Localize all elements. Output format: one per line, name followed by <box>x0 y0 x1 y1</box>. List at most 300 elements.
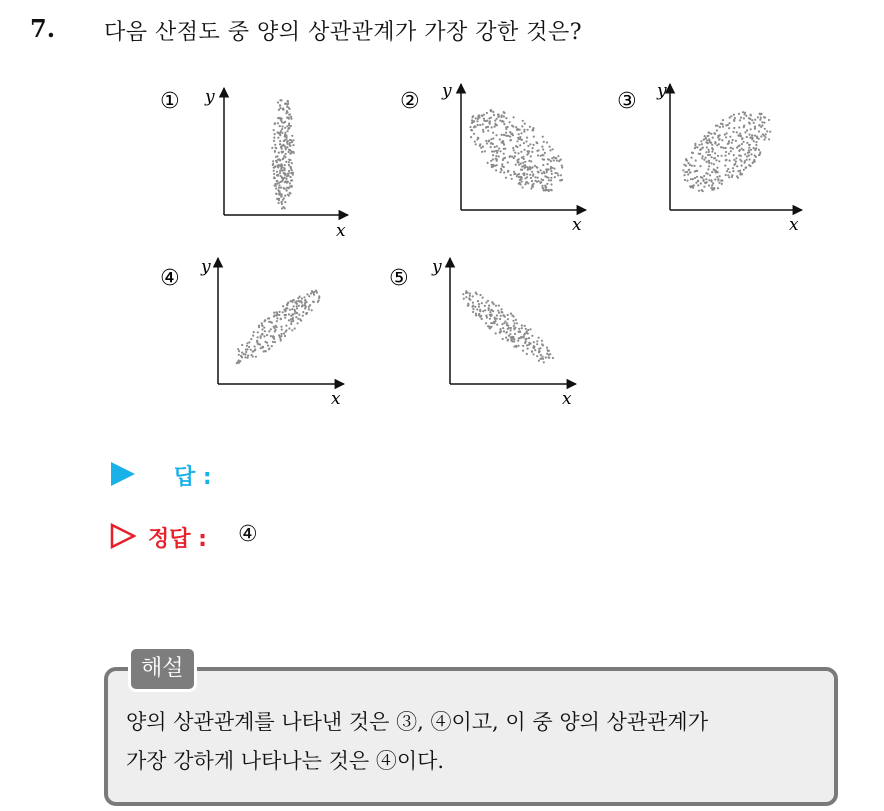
scatter-dot <box>533 183 535 185</box>
scatter-dot <box>296 307 298 309</box>
scatter-dot <box>490 138 492 140</box>
scatter-dot <box>509 156 511 158</box>
scatter-dot <box>481 302 483 304</box>
plot-3[interactable] <box>617 81 802 235</box>
y-axis-label-4: y <box>201 257 211 277</box>
scatter-dot <box>737 134 739 136</box>
scatter-dot <box>491 164 493 166</box>
scatter-dot <box>536 142 538 144</box>
scatter-dot <box>278 314 280 316</box>
scatter-dot <box>317 301 319 303</box>
scatter-dot <box>303 296 305 298</box>
scatter-dot <box>289 192 291 194</box>
scatter-dot <box>469 126 471 128</box>
scatter-dot <box>527 329 529 331</box>
scatter-dot <box>279 132 281 134</box>
scatter-dot <box>759 113 761 115</box>
scatter-dot <box>707 142 709 144</box>
scatter-dot <box>521 157 523 159</box>
scatter-dot <box>533 136 535 138</box>
scatter-dot <box>715 170 717 172</box>
scatter-dot <box>296 305 298 307</box>
scatter-dot <box>507 339 509 341</box>
scatter-dot <box>515 319 517 321</box>
scatter-dot <box>526 150 528 152</box>
scatter-dot <box>697 180 699 182</box>
scatter-dot <box>481 318 483 320</box>
scatter-dot <box>696 146 698 148</box>
explanation-line-2: 가장 강하게 나타나는 것은 ④이다. <box>126 749 445 773</box>
scatter-dot <box>717 187 719 189</box>
scatter-dot <box>465 296 467 298</box>
scatter-dot <box>724 155 726 157</box>
scatter-dot <box>738 126 740 128</box>
question-number: 7. <box>30 14 56 43</box>
scatter-dot <box>245 351 247 353</box>
scatter-dot <box>537 177 539 179</box>
scatter-dot <box>264 319 266 321</box>
scatter-dot <box>504 134 506 136</box>
scatter-dot <box>538 337 540 339</box>
scatter-dot <box>273 137 275 139</box>
dot-cluster-4 <box>236 290 321 365</box>
scatter-dot <box>495 305 497 307</box>
scatter-dot <box>491 150 493 152</box>
scatter-dot <box>523 131 525 133</box>
scatter-dot <box>748 122 750 124</box>
scatter-dot <box>281 118 283 120</box>
scatter-dot <box>524 177 526 179</box>
scatter-dot <box>472 308 474 310</box>
scatter-dot <box>469 293 471 295</box>
scatter-dot <box>492 322 494 324</box>
scatter-dot <box>488 309 490 311</box>
scatter-dot <box>499 330 501 332</box>
scatter-dot <box>274 183 276 185</box>
scatter-dot <box>716 144 718 146</box>
scatter-dot <box>559 179 561 181</box>
scatter-dot <box>285 148 287 150</box>
x-axis-label-2: x <box>572 215 582 235</box>
scatter-dot <box>745 166 747 168</box>
scatter-dot <box>490 160 492 162</box>
scatter-dot <box>238 350 240 352</box>
scatter-dot <box>495 169 497 171</box>
scatter-dot <box>739 170 741 172</box>
scatter-dot <box>506 324 508 326</box>
scatter-dot <box>514 327 516 329</box>
scatter-dot <box>272 164 274 166</box>
scatter-dot <box>706 139 708 141</box>
scatter-dot <box>736 165 738 167</box>
scatter-dot <box>292 144 294 146</box>
scatter-dot <box>496 145 498 147</box>
scatter-dot <box>744 160 746 162</box>
scatter-dot <box>479 124 481 126</box>
scatter-dot <box>492 310 494 312</box>
scatter-dot <box>281 148 283 150</box>
scatter-dot <box>264 330 266 332</box>
scatter-dot <box>252 335 254 337</box>
scatter-dot <box>719 126 721 128</box>
scatter-dot <box>753 140 755 142</box>
scatter-dot <box>515 164 517 166</box>
scatter-dot <box>524 123 526 125</box>
scatter-dot <box>746 155 748 157</box>
scatter-dot <box>721 146 723 148</box>
scatter-dot <box>283 140 285 142</box>
scatter-dot <box>741 137 743 139</box>
scatter-dot <box>498 312 500 314</box>
scatter-dot <box>274 341 276 343</box>
scatter-dot <box>722 126 724 128</box>
scatter-dot <box>274 133 276 135</box>
scatter-dot <box>286 125 288 127</box>
scatter-dot <box>533 345 535 347</box>
scatter-dot <box>285 153 287 155</box>
scatter-dot <box>291 162 293 164</box>
scatter-dot <box>296 303 298 305</box>
option-marker-3: ③ <box>617 89 637 114</box>
scatter-dot <box>725 147 727 149</box>
scatter-dot <box>505 132 507 134</box>
scatter-dot <box>285 314 287 316</box>
scatter-dot <box>299 296 301 298</box>
scatter-dot <box>286 303 288 305</box>
scatter-dot <box>286 178 288 180</box>
scatter-dot <box>241 352 243 354</box>
scatter-dot <box>495 134 497 136</box>
scatter-dot <box>725 174 727 176</box>
scatter-dot <box>528 337 530 339</box>
scatter-dot <box>704 135 706 137</box>
scatter-dot <box>506 135 508 137</box>
scatter-dot <box>524 325 526 327</box>
scatter-dot <box>482 123 484 125</box>
y-axis-label-5: y <box>432 257 442 277</box>
scatter-dot <box>288 327 290 329</box>
scatter-dot <box>498 147 500 149</box>
scatter-dot <box>312 301 314 303</box>
scatter-dot <box>294 327 296 329</box>
plot-5[interactable] <box>389 257 576 409</box>
scatter-dot <box>505 128 507 130</box>
scatter-dot <box>710 162 712 164</box>
scatter-dot <box>280 326 282 328</box>
scatter-dot <box>689 164 691 166</box>
scatter-dot <box>310 292 312 294</box>
scatter-dot <box>513 149 515 151</box>
scatter-dot <box>518 337 520 339</box>
scatter-dot <box>494 146 496 148</box>
scatter-dot <box>734 163 736 165</box>
scatter-dot <box>263 327 265 329</box>
scatter-dot <box>711 156 713 158</box>
scatter-dot <box>540 169 542 171</box>
scatter-dot <box>274 165 276 167</box>
scatter-dot <box>525 341 527 343</box>
option-marker-1: ① <box>160 89 180 114</box>
scatter-dot <box>271 147 273 149</box>
scatter-dot <box>518 138 520 140</box>
scatter-dot <box>732 167 734 169</box>
scatter-dot <box>264 350 266 352</box>
scatter-dot <box>729 160 731 162</box>
scatter-dot <box>295 316 297 318</box>
scatter-dot <box>267 345 269 347</box>
plot-4[interactable] <box>160 257 344 409</box>
dot-cluster-5 <box>462 290 554 363</box>
option-marker-4: ④ <box>160 266 180 291</box>
scatter-dot <box>505 332 507 334</box>
scatter-dot <box>518 158 520 160</box>
scatter-dot <box>753 147 755 149</box>
scatter-dot <box>750 128 752 130</box>
scatter-dot <box>693 165 695 167</box>
scatter-dot <box>258 325 260 327</box>
scatter-dot <box>288 159 290 161</box>
plot-2[interactable] <box>400 81 586 235</box>
scatter-dot <box>284 164 286 166</box>
scatter-dot <box>707 154 709 156</box>
scatter-dot <box>499 138 501 140</box>
scatter-dot <box>731 142 733 144</box>
scatter-dot <box>486 112 488 114</box>
scatter-dot <box>538 180 540 182</box>
scatter-dot <box>713 157 715 159</box>
scatter-dot <box>518 164 520 166</box>
scatter-dot <box>516 128 518 130</box>
explanation-tag: 해설 <box>128 646 197 692</box>
scatter-dot <box>714 152 716 154</box>
scatter-dot <box>557 174 559 176</box>
scatter-dot <box>759 119 761 121</box>
scatter-dot <box>763 139 765 141</box>
scatter-dot <box>515 126 517 128</box>
scatter-dot <box>250 349 252 351</box>
scatter-dot <box>277 164 279 166</box>
scatter-dot <box>530 155 532 157</box>
scatter-dot <box>510 174 512 176</box>
scatter-dot <box>695 182 697 184</box>
scatter-dot <box>509 121 511 123</box>
scatter-dot <box>733 159 735 161</box>
scatter-dot <box>496 318 498 320</box>
scatter-dot <box>705 178 707 180</box>
scatter-dot <box>533 144 535 146</box>
scatter-dot <box>685 159 687 161</box>
scatter-dot <box>754 126 756 128</box>
scatter-dot <box>485 301 487 303</box>
scatter-dot <box>718 135 720 137</box>
scatter-dot <box>254 349 256 351</box>
scatter-dot <box>505 177 507 179</box>
y-axis-label-1: y <box>205 87 215 107</box>
scatter-dot <box>484 309 486 311</box>
scatter-dot <box>754 119 756 121</box>
scatter-dot <box>496 314 498 316</box>
scatter-dot <box>283 145 285 147</box>
scatter-dot <box>755 144 757 146</box>
scatter-dot <box>276 320 278 322</box>
scatter-dot <box>691 165 693 167</box>
scatter-dot <box>276 180 278 182</box>
scatter-dot <box>276 326 278 328</box>
scatter-dot <box>503 314 505 316</box>
scatter-dot <box>686 171 688 173</box>
scatter-dot <box>549 146 551 148</box>
scatter-dot <box>279 192 281 194</box>
scatter-dot <box>749 118 751 120</box>
scatter-dot <box>503 123 505 125</box>
scatter-dot <box>283 333 285 335</box>
scatter-dot <box>734 117 736 119</box>
correct-triangle-icon <box>110 523 136 549</box>
scatter-dot <box>760 117 762 119</box>
scatter-dot <box>273 129 275 131</box>
scatter-dot <box>305 306 307 308</box>
scatter-dot <box>701 177 703 179</box>
scatter-dot <box>285 112 287 114</box>
scatter-dot <box>748 164 750 166</box>
scatter-dot <box>747 152 749 154</box>
scatter-dot <box>728 153 730 155</box>
scatter-dot <box>708 184 710 186</box>
scatter-dot <box>278 182 280 184</box>
scatter-dot <box>268 317 270 319</box>
scatter-dot <box>741 148 743 150</box>
scatter-dot <box>768 119 770 121</box>
scatter-dot <box>502 327 504 329</box>
scatter-dot <box>769 131 771 133</box>
scatter-dot <box>274 144 276 146</box>
scatter-dot <box>524 333 526 335</box>
scatter-dot <box>488 307 490 309</box>
scatter-dot <box>487 300 489 302</box>
scatter-dot <box>478 313 480 315</box>
scatter-dot <box>716 167 718 169</box>
scatter-dot <box>706 146 708 148</box>
scatter-dot <box>544 175 546 177</box>
scatter-dot <box>735 140 737 142</box>
scatter-dot <box>541 185 543 187</box>
scatter-dot <box>530 160 532 162</box>
scatter-dot <box>545 168 547 170</box>
scatter-dot <box>547 177 549 179</box>
scatter-dot <box>495 150 497 152</box>
scatter-dot <box>244 356 246 358</box>
scatter-dot <box>712 137 714 139</box>
scatter-dot <box>700 140 702 142</box>
scatter-dot <box>493 114 495 116</box>
scatter-dot <box>488 121 490 123</box>
scatter-dot <box>271 345 273 347</box>
scatter-dot <box>536 355 538 357</box>
scatter-dot <box>518 173 520 175</box>
scatter-dot <box>308 308 310 310</box>
scatter-dot <box>703 175 705 177</box>
scatter-dot <box>283 187 285 189</box>
scatter-dot <box>278 152 280 154</box>
scatter-dot <box>697 184 699 186</box>
scatter-dot <box>467 305 469 307</box>
scatter-dot <box>517 152 519 154</box>
scatter-dot <box>314 291 316 293</box>
scatter-dot <box>739 133 741 135</box>
scatter-dot <box>711 150 713 152</box>
scatter-dot <box>281 121 283 123</box>
scatter-dot <box>282 311 284 313</box>
scatter-dot <box>511 125 513 127</box>
scatter-dot <box>291 301 293 303</box>
scatter-dot <box>284 167 286 169</box>
scatter-dot <box>288 149 290 151</box>
answer-label: 답 : <box>174 465 212 490</box>
scatter-dot <box>238 354 240 356</box>
scatter-dot <box>504 320 506 322</box>
scatter-dot <box>542 136 544 138</box>
scatter-dot <box>273 315 275 317</box>
scatter-dot <box>683 174 685 176</box>
scatter-dot <box>275 156 277 158</box>
scatter-dot <box>284 335 286 337</box>
scatter-dot <box>300 320 302 322</box>
plot-1[interactable] <box>160 87 348 241</box>
scatter-dot <box>510 327 512 329</box>
scatter-dot <box>726 132 728 134</box>
scatter-dot <box>703 179 705 181</box>
scatter-dot <box>256 340 258 342</box>
scatter-dot <box>755 141 757 143</box>
scatter-dot <box>521 178 523 180</box>
scatter-dot <box>701 143 703 145</box>
scatter-dot <box>520 132 522 134</box>
scatter-dot <box>477 137 479 139</box>
scatter-dot <box>732 131 734 133</box>
scatter-dot <box>728 140 730 142</box>
scatter-dot <box>272 341 274 343</box>
scatter-dot <box>687 162 689 164</box>
scatter-dot <box>246 348 248 350</box>
scatter-dot <box>279 143 281 145</box>
scatter-dot <box>292 318 294 320</box>
scatter-dot <box>487 126 489 128</box>
scatter-dot <box>560 174 562 176</box>
scatter-dot <box>296 312 298 314</box>
scatter-dot <box>494 119 496 121</box>
scatter-dot <box>467 303 469 305</box>
scatter-dot <box>286 110 288 112</box>
scatter-dot <box>526 173 528 175</box>
scatter-dot <box>715 125 717 127</box>
scatter-dot <box>522 162 524 164</box>
scatter-dot <box>287 128 289 130</box>
y-axis-label-2: y <box>442 81 452 101</box>
scatter-dot <box>289 182 291 184</box>
y-axis-label-3: y <box>657 81 667 101</box>
scatter-dot <box>554 176 556 178</box>
scatter-dot <box>546 141 548 143</box>
scatter-dot <box>284 127 286 129</box>
scatter-dot <box>488 305 490 307</box>
scatter-dot <box>281 145 283 147</box>
scatter-dot <box>514 333 516 335</box>
scatter-dot <box>246 345 248 347</box>
scatter-dot <box>280 338 282 340</box>
scatter-dot <box>550 179 552 181</box>
scatter-dot <box>290 321 292 323</box>
scatter-dot <box>489 318 491 320</box>
